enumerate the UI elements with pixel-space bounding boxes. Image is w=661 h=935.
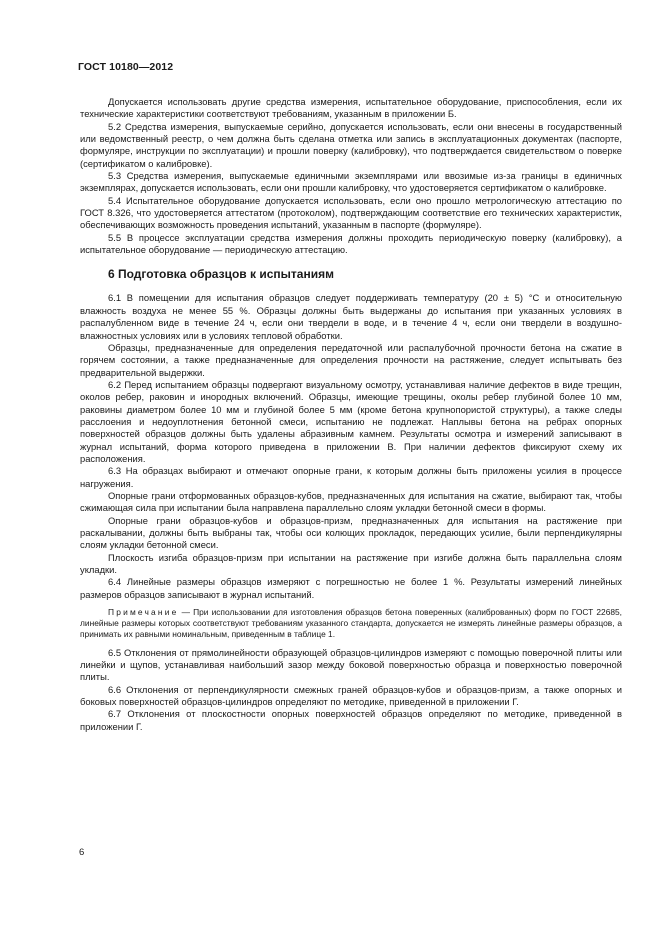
paragraph-5-2: 5.2 Средства измерения, выпускаемые серийно, допускается использовать, если они внесены в государственный или ведомственный реестр, о чем должна быть сделана отметка или запись в эксплуатационных документах (паспорте, формуляре, инструкции по эксплуатации) и прошли поверку (калибровку), что подтверждается свидетельством о поверке (сертификатом о калибровке). bbox=[80, 120, 622, 169]
note-text: — При использовании для изготовления образцов бетона поверенных (калиброванных) форм по ГОСТ 22685, линейные размеры которых соответствуют требованиям указанного стандарта, допускается не измерять линейные размеры образцов, а принимать их равными номинальным, приведенным в таблице 1. bbox=[80, 607, 622, 640]
paragraph-6-5: 6.5 Отклонения от прямолинейности образующей образцов-цилиндров измеряют с помощью поверочной плиты или линейки и щупов, устанавливая наибольший зазор между боковой поверхностью образца и поверхностью поверочной плиты. bbox=[80, 646, 622, 683]
paragraph-6-3: 6.3 На образцах выбирают и отмечают опорные грани, к которым должны быть приложены усилия в процессе нагружения. bbox=[80, 465, 622, 489]
paragraph-6-1: 6.1 В помещении для испытания образцов следует поддерживать температуру (20 ± 5) °С и относительную влажность воздуха не менее 55 %. Образцы должны быть выдержаны до испытания при указанных условиях в распалубленном виде в течение 24 ч, если они твердели в воде, и в течение 4 ч, если они твердели в воздушно-влажностных условиях или в условиях тепловой обработки. bbox=[80, 292, 622, 341]
page-body bbox=[80, 96, 622, 733]
paragraph: Образцы, предназначенные для определения передаточной или распалубочной прочности бетона на сжатие в горячем состоянии, а также предназначенные для определения прочности на растяжение, следует испытывать без предварительной выдержки. bbox=[80, 341, 622, 378]
document-code-header: ГОСТ 10180—2012 bbox=[78, 61, 174, 73]
paragraph: Опорные грани отформованных образцов-кубов, предназначенных для испытания на сжатие, выбирают так, чтобы сжимающая сила при испытании была направлена параллельно слоям укладки бетонной смеси в формы. bbox=[80, 489, 622, 514]
page-number: 6 bbox=[79, 847, 85, 858]
paragraph-5-4: 5.4 Испытательное оборудование допускается использовать, если оно прошло метрологическую аттестацию по ГОСТ 8.326, что удостоверяется аттестатом (протоколом), подтверждающим соответствие его технических характеристик, обеспечивающих возможность проведения испытаний, указанным в паспорте (формуляре). bbox=[80, 194, 622, 231]
paragraph-6-6: 6.6 Отклонения от перпендикулярности смежных граней образцов-кубов и образцов-призм, а также опорных и боковых поверхностей образцов-цилиндров определяют по методике, приведенной в приложении Г. bbox=[80, 683, 622, 708]
paragraph-6-7: 6.7 Отклонения от плоскостности опорных поверхностей образцов определяют по методике, приведенной в приложении Г. bbox=[80, 708, 622, 732]
note bbox=[80, 607, 622, 641]
paragraph: Опорные грани образцов-кубов и образцов-призм, предназначенных для испытания на растяжение при раскалывании, должны быть выбраны так, чтобы оси колющих прокладок, передающих усилие, были перпендикулярны слоям укладки бетонной смеси. bbox=[80, 514, 622, 551]
paragraph-6-2: 6.2 Перед испытанием образцы подвергают визуальному осмотру, устанавливая наличие дефектов в виде трещин, околов ребер, раковин и инородных включений. Образцы, имеющие трещины, околы ребер глубиной более 10 мм, раковины диаметром более 10 мм и глубиной более 5 мм (кроме бетона крупнопористой структуры), а также следы расслоения и недоуплотнения бетонной смеси, испытанию не подлежат. Наплывы бетона на ребрах опорных поверхностей образцов должны быть удалены абразивным камнем. Результаты осмотра и измерений записывают в журнал испытаний, форма которого приведена в приложении В. При наличии дефектов фиксируют схему их расположения. bbox=[80, 378, 622, 464]
section-6-heading: 6 Подготовка образцов к испытаниям bbox=[108, 267, 334, 282]
paragraph-5-3: 5.3 Средства измерения, выпускаемые единичными экземплярами или ввозимые из-за границы в единичных экземплярах, допускается использовать, если они прошли калибровку, что удостоверяется сертификатом о калибровке. bbox=[80, 170, 622, 194]
paragraph: Допускается использовать другие средства измерения, испытательное оборудование, приспособления, если их технические характеристики соответствуют требованиям, указанным в приложении Б. bbox=[80, 96, 622, 120]
note-label: Примечание bbox=[108, 607, 179, 618]
paragraph-6-4: 6.4 Линейные размеры образцов измеряют с погрешностью не более 1 %. Результаты измерений линейных размеров образцов записывают в журнал испытаний. bbox=[80, 576, 622, 600]
paragraph: Плоскость изгиба образцов-призм при испытании на растяжение при изгибе должна быть параллельна слоям укладки. bbox=[80, 551, 622, 576]
paragraph-5-5: 5.5 В процессе эксплуатации средства измерения должны проходить периодическую поверку (калибровку), а испытательное оборудование — периодическую аттестацию. bbox=[80, 231, 622, 256]
